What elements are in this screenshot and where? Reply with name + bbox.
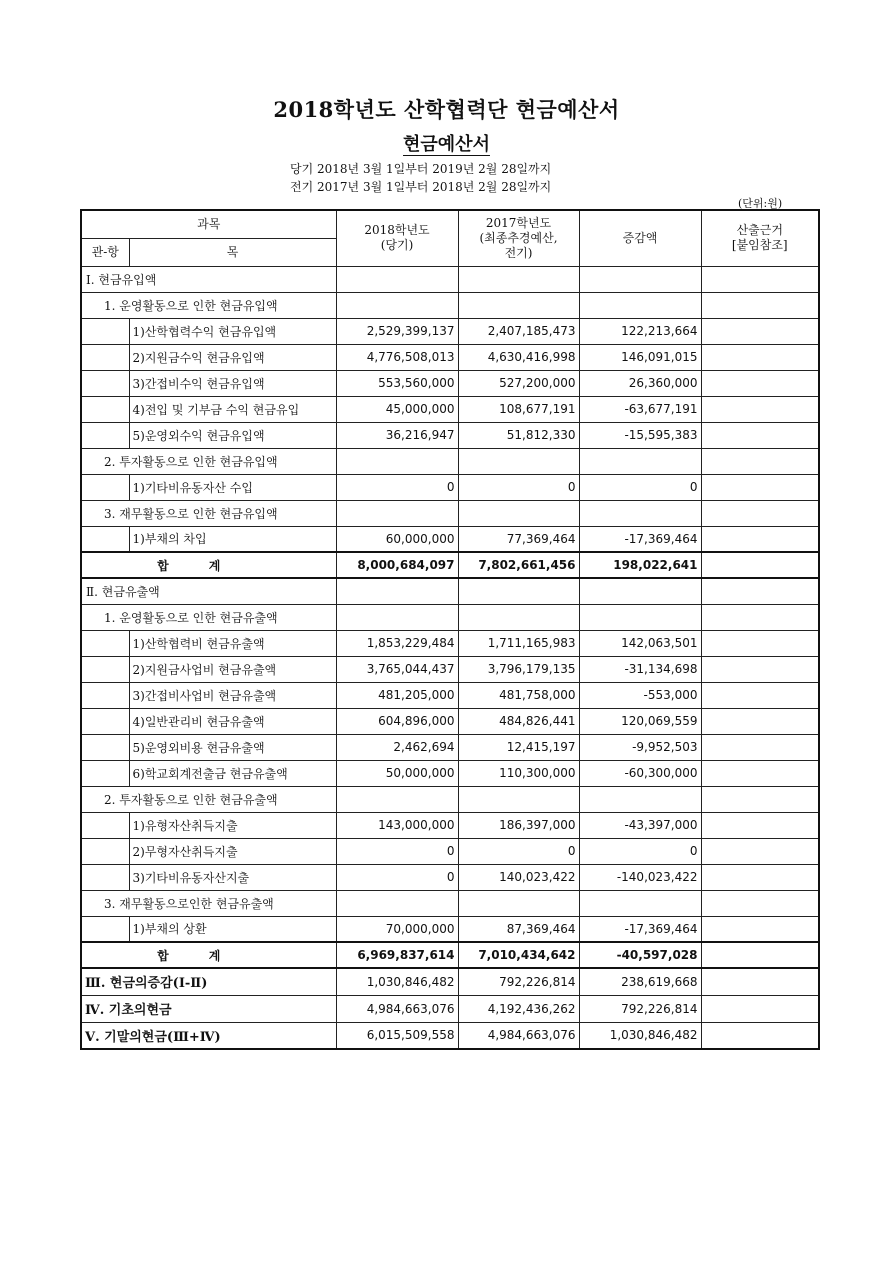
value-2017: 51,812,330 bbox=[458, 422, 579, 448]
row-label: 5)운영외수익 현금유입액 bbox=[129, 422, 336, 448]
value-2018: 481,205,000 bbox=[336, 682, 458, 708]
row-label: 합계 bbox=[81, 942, 336, 968]
document-subtitle bbox=[0, 130, 893, 156]
gwan-hang-cell bbox=[81, 526, 129, 552]
table-row bbox=[81, 708, 819, 734]
table-row bbox=[81, 526, 819, 552]
value-2018: 4,984,663,076 bbox=[336, 995, 458, 1022]
row-label: 2. 투자활동으로 인한 현금유출액 bbox=[81, 786, 336, 812]
basis-cell bbox=[701, 292, 819, 318]
value-2017 bbox=[458, 890, 579, 916]
value-2017: 4,984,663,076 bbox=[458, 1022, 579, 1049]
row-label: 2)지원금사업비 현금유출액 bbox=[129, 656, 336, 682]
basis-cell bbox=[701, 370, 819, 396]
value-2017: 4,192,436,262 bbox=[458, 995, 579, 1022]
basis-cell bbox=[701, 916, 819, 942]
subtitle-text: 현금예산서 bbox=[403, 134, 490, 155]
value-2017: 4,630,416,998 bbox=[458, 344, 579, 370]
table-row bbox=[81, 890, 819, 916]
basis-cell bbox=[701, 318, 819, 344]
row-label: 1. 운영활동으로 인한 현금유입액 bbox=[81, 292, 336, 318]
header-change: 증감액 bbox=[579, 210, 701, 266]
value-change: -60,300,000 bbox=[579, 760, 701, 786]
value-change: -17,369,464 bbox=[579, 526, 701, 552]
table-row bbox=[81, 500, 819, 526]
row-label: 합계 bbox=[81, 552, 336, 578]
value-2017 bbox=[458, 786, 579, 812]
row-label: Ⅳ. 기초의현금 bbox=[81, 995, 336, 1022]
gwan-hang-cell bbox=[81, 318, 129, 344]
row-label: 1)유형자산취득지출 bbox=[129, 812, 336, 838]
table-row bbox=[81, 916, 819, 942]
gwan-hang-cell bbox=[81, 864, 129, 890]
value-change: 1,030,846,482 bbox=[579, 1022, 701, 1049]
value-2017 bbox=[458, 448, 579, 474]
gwan-hang-cell bbox=[81, 682, 129, 708]
basis-cell bbox=[701, 786, 819, 812]
value-change: -40,597,028 bbox=[579, 942, 701, 968]
value-2018 bbox=[336, 890, 458, 916]
value-2018: 8,000,684,097 bbox=[336, 552, 458, 578]
row-label: 3)간접비수익 현금유입액 bbox=[129, 370, 336, 396]
row-label: Ⅴ. 기말의현금(Ⅲ+Ⅳ) bbox=[81, 1022, 336, 1049]
gwan-hang-cell bbox=[81, 734, 129, 760]
value-2017: 3,796,179,135 bbox=[458, 656, 579, 682]
table-row bbox=[81, 942, 819, 968]
table-row bbox=[81, 734, 819, 760]
value-2017: 7,010,434,642 bbox=[458, 942, 579, 968]
value-2017: 77,369,464 bbox=[458, 526, 579, 552]
table-row bbox=[81, 552, 819, 578]
value-2018 bbox=[336, 578, 458, 604]
row-label: 3)기타비유동자산지출 bbox=[129, 864, 336, 890]
row-label: 3. 재무활동으로 인한 현금유입액 bbox=[81, 500, 336, 526]
gwan-hang-cell bbox=[81, 656, 129, 682]
value-2017: 1,711,165,983 bbox=[458, 630, 579, 656]
value-2017 bbox=[458, 500, 579, 526]
value-2018: 3,765,044,437 bbox=[336, 656, 458, 682]
gwan-hang-cell bbox=[81, 396, 129, 422]
header-2017: 2017학년도 (최종추경예산, 전기) bbox=[458, 210, 579, 266]
row-label: 1. 운영활동으로 인한 현금유출액 bbox=[81, 604, 336, 630]
gwan-hang-cell bbox=[81, 630, 129, 656]
table-row bbox=[81, 968, 819, 995]
header-2018: 2018학년도 (당기) bbox=[336, 210, 458, 266]
value-2017: 0 bbox=[458, 474, 579, 500]
unit-label: (단위:원) bbox=[738, 197, 783, 210]
value-2018: 1,030,846,482 bbox=[336, 968, 458, 995]
basis-cell bbox=[701, 526, 819, 552]
basis-cell bbox=[701, 266, 819, 292]
value-2018: 36,216,947 bbox=[336, 422, 458, 448]
value-2018: 4,776,508,013 bbox=[336, 344, 458, 370]
table-row bbox=[81, 396, 819, 422]
value-change: -9,952,503 bbox=[579, 734, 701, 760]
row-label: 3. 재무활동으로인한 현금유출액 bbox=[81, 890, 336, 916]
row-label: 2)지원금수익 현금유입액 bbox=[129, 344, 336, 370]
value-2017: 792,226,814 bbox=[458, 968, 579, 995]
document-title: 2018학년도 산학협력단 현금예산서 bbox=[273, 97, 620, 122]
value-2018: 604,896,000 bbox=[336, 708, 458, 734]
table-row bbox=[81, 422, 819, 448]
value-2018 bbox=[336, 604, 458, 630]
header-basis: 산출근거 [붙임참조] bbox=[701, 210, 819, 266]
value-change bbox=[579, 500, 701, 526]
basis-cell bbox=[701, 474, 819, 500]
row-label: 1)산학협력비 현금유출액 bbox=[129, 630, 336, 656]
value-2018: 6,969,837,614 bbox=[336, 942, 458, 968]
value-2018: 0 bbox=[336, 864, 458, 890]
basis-cell bbox=[701, 812, 819, 838]
table-row bbox=[81, 760, 819, 786]
basis-cell bbox=[701, 760, 819, 786]
basis-cell bbox=[701, 500, 819, 526]
value-2018 bbox=[336, 786, 458, 812]
table-row bbox=[81, 266, 819, 292]
value-2018: 6,015,509,558 bbox=[336, 1022, 458, 1049]
gwan-hang-cell bbox=[81, 916, 129, 942]
table-row bbox=[81, 448, 819, 474]
gwan-hang-cell bbox=[81, 812, 129, 838]
basis-cell bbox=[701, 682, 819, 708]
table-row bbox=[81, 370, 819, 396]
value-2017: 140,023,422 bbox=[458, 864, 579, 890]
gwan-hang-cell bbox=[81, 474, 129, 500]
table-row bbox=[81, 838, 819, 864]
value-change: 146,091,015 bbox=[579, 344, 701, 370]
value-2018: 553,560,000 bbox=[336, 370, 458, 396]
basis-cell bbox=[701, 734, 819, 760]
value-2018: 1,853,229,484 bbox=[336, 630, 458, 656]
value-change: 792,226,814 bbox=[579, 995, 701, 1022]
value-change: 238,619,668 bbox=[579, 968, 701, 995]
row-label: 1)기타비유동자산 수입 bbox=[129, 474, 336, 500]
row-label: 1)부채의 상환 bbox=[129, 916, 336, 942]
basis-cell bbox=[701, 630, 819, 656]
table-row bbox=[81, 1022, 819, 1049]
value-2017: 12,415,197 bbox=[458, 734, 579, 760]
value-change bbox=[579, 292, 701, 318]
value-2017: 87,369,464 bbox=[458, 916, 579, 942]
value-change bbox=[579, 890, 701, 916]
value-change: -15,595,383 bbox=[579, 422, 701, 448]
basis-cell bbox=[701, 422, 819, 448]
row-label: 1)산학협력수익 현금유입액 bbox=[129, 318, 336, 344]
value-2017: 0 bbox=[458, 838, 579, 864]
table-row bbox=[81, 812, 819, 838]
value-2017: 2,407,185,473 bbox=[458, 318, 579, 344]
period-current: 당기 2018년 3월 1일부터 2019년 2월 28일까지 bbox=[290, 162, 552, 176]
basis-cell bbox=[701, 396, 819, 422]
basis-cell bbox=[701, 968, 819, 995]
value-2018: 60,000,000 bbox=[336, 526, 458, 552]
value-2018: 0 bbox=[336, 838, 458, 864]
row-label: 2)무형자산취득지출 bbox=[129, 838, 336, 864]
value-2018 bbox=[336, 448, 458, 474]
gwan-hang-cell bbox=[81, 708, 129, 734]
value-2017 bbox=[458, 578, 579, 604]
value-change: -140,023,422 bbox=[579, 864, 701, 890]
cash-budget-table bbox=[80, 209, 820, 1050]
value-change bbox=[579, 448, 701, 474]
row-label: 4)일반관리비 현금유출액 bbox=[129, 708, 336, 734]
gwan-hang-cell bbox=[81, 344, 129, 370]
value-2017: 110,300,000 bbox=[458, 760, 579, 786]
header-mok: 목 bbox=[129, 238, 336, 266]
basis-cell bbox=[701, 1022, 819, 1049]
row-label: 1)부채의 차입 bbox=[129, 526, 336, 552]
value-change: 122,213,664 bbox=[579, 318, 701, 344]
table-row bbox=[81, 630, 819, 656]
value-change bbox=[579, 786, 701, 812]
value-change: -17,369,464 bbox=[579, 916, 701, 942]
value-change: -31,134,698 bbox=[579, 656, 701, 682]
value-change: 198,022,641 bbox=[579, 552, 701, 578]
basis-cell bbox=[701, 838, 819, 864]
value-change: 142,063,501 bbox=[579, 630, 701, 656]
table-row bbox=[81, 344, 819, 370]
value-2017 bbox=[458, 292, 579, 318]
table-row bbox=[81, 786, 819, 812]
basis-cell bbox=[701, 344, 819, 370]
value-2017 bbox=[458, 266, 579, 292]
row-label: Ⅱ. 현금유출액 bbox=[81, 578, 336, 604]
value-2018: 2,462,694 bbox=[336, 734, 458, 760]
value-2018: 45,000,000 bbox=[336, 396, 458, 422]
basis-cell bbox=[701, 890, 819, 916]
value-2018: 0 bbox=[336, 474, 458, 500]
basis-cell bbox=[701, 708, 819, 734]
basis-cell bbox=[701, 942, 819, 968]
table-body bbox=[81, 266, 819, 1049]
row-label: 2. 투자활동으로 인한 현금유입액 bbox=[81, 448, 336, 474]
row-label: 5)운영외비용 현금유출액 bbox=[129, 734, 336, 760]
gwan-hang-cell bbox=[81, 838, 129, 864]
table-row bbox=[81, 995, 819, 1022]
table-row bbox=[81, 604, 819, 630]
table-row bbox=[81, 578, 819, 604]
value-2017: 7,802,661,456 bbox=[458, 552, 579, 578]
table-row bbox=[81, 656, 819, 682]
basis-cell bbox=[701, 552, 819, 578]
row-label: 6)학교회계전출금 현금유출액 bbox=[129, 760, 336, 786]
gwan-hang-cell bbox=[81, 370, 129, 396]
value-change bbox=[579, 604, 701, 630]
header-subject: 과목 bbox=[81, 210, 336, 238]
basis-cell bbox=[701, 448, 819, 474]
basis-cell bbox=[701, 656, 819, 682]
gwan-hang-cell bbox=[81, 422, 129, 448]
value-2018: 50,000,000 bbox=[336, 760, 458, 786]
value-2017: 481,758,000 bbox=[458, 682, 579, 708]
value-2017: 484,826,441 bbox=[458, 708, 579, 734]
value-2017: 186,397,000 bbox=[458, 812, 579, 838]
value-change bbox=[579, 578, 701, 604]
table-row bbox=[81, 682, 819, 708]
value-2018 bbox=[336, 266, 458, 292]
basis-cell bbox=[701, 578, 819, 604]
period-previous: 전기 2017년 3월 1일부터 2018년 2월 28일까지 bbox=[290, 180, 552, 194]
row-label: 3)간접비사업비 현금유출액 bbox=[129, 682, 336, 708]
basis-cell bbox=[701, 995, 819, 1022]
value-change: 120,069,559 bbox=[579, 708, 701, 734]
value-change: -63,677,191 bbox=[579, 396, 701, 422]
table-row bbox=[81, 864, 819, 890]
table-row bbox=[81, 474, 819, 500]
row-label: Ⅲ. 현금의증감(Ⅰ-Ⅱ) bbox=[81, 968, 336, 995]
value-change bbox=[579, 266, 701, 292]
value-change: 0 bbox=[579, 474, 701, 500]
value-2018: 143,000,000 bbox=[336, 812, 458, 838]
value-change: -43,397,000 bbox=[579, 812, 701, 838]
gwan-hang-cell bbox=[81, 760, 129, 786]
value-change: -553,000 bbox=[579, 682, 701, 708]
value-2018: 2,529,399,137 bbox=[336, 318, 458, 344]
table-row bbox=[81, 292, 819, 318]
row-label: 4)전입 및 기부금 수익 현금유입 bbox=[129, 396, 336, 422]
header-gwan-hang: 관-항 bbox=[81, 238, 129, 266]
table-row bbox=[81, 318, 819, 344]
row-label: Ⅰ. 현금유입액 bbox=[81, 266, 336, 292]
value-2018 bbox=[336, 500, 458, 526]
value-2017 bbox=[458, 604, 579, 630]
basis-cell bbox=[701, 864, 819, 890]
value-change: 0 bbox=[579, 838, 701, 864]
value-2018: 70,000,000 bbox=[336, 916, 458, 942]
value-2018 bbox=[336, 292, 458, 318]
value-change: 26,360,000 bbox=[579, 370, 701, 396]
value-2017: 527,200,000 bbox=[458, 370, 579, 396]
basis-cell bbox=[701, 604, 819, 630]
value-2017: 108,677,191 bbox=[458, 396, 579, 422]
